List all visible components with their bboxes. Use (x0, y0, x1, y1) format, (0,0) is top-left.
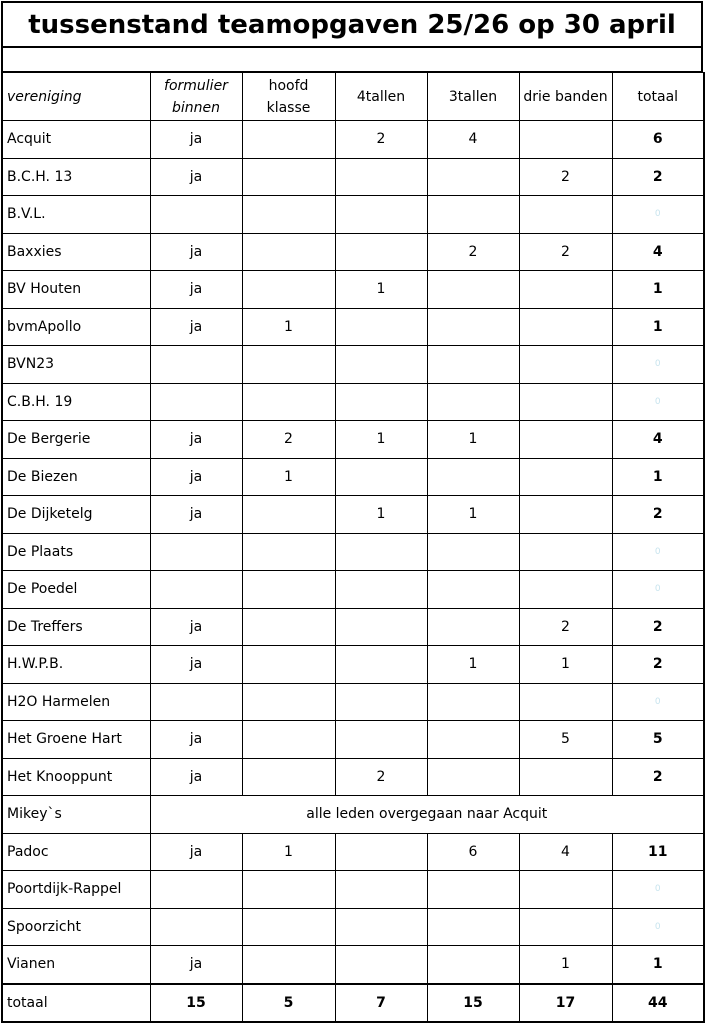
drie-tallen-cell: 6 (427, 833, 519, 871)
form-received-cell: ja (150, 646, 242, 684)
form-received-cell: ja (150, 158, 242, 196)
vier-tallen-cell (335, 833, 427, 871)
club-name: Mikey`s (2, 796, 150, 834)
table-row (2, 758, 704, 796)
drie-banden-cell (519, 908, 612, 946)
drie-banden-cell: 2 (519, 233, 612, 271)
hoofdklasse-cell (242, 946, 335, 984)
form-received-cell (150, 683, 242, 721)
table-row (2, 571, 704, 609)
row-total-cell: 0 (612, 571, 704, 609)
row-total-cell: 1 (612, 308, 704, 346)
drie-tallen-cell (427, 683, 519, 721)
spreadsheet (1, 1, 703, 1021)
drie-tallen-cell (427, 908, 519, 946)
sum-hoofdklasse: 5 (242, 984, 335, 1022)
form-received-cell (150, 571, 242, 609)
form-received-cell (150, 196, 242, 234)
club-name: H.W.P.B. (2, 646, 150, 684)
table-row (2, 458, 704, 496)
row-total-cell: 0 (612, 383, 704, 421)
drie-banden-cell (519, 196, 612, 234)
drie-banden-cell (519, 383, 612, 421)
vier-tallen-cell: 2 (335, 758, 427, 796)
row-note: alle leden overgegaan naar Acquit (150, 796, 704, 834)
hoofdklasse-cell (242, 196, 335, 234)
table-row (2, 383, 704, 421)
sum-row (2, 984, 704, 1022)
standings-table (1, 72, 705, 1023)
table-row (2, 196, 704, 234)
table-row (2, 871, 704, 909)
drie-banden-cell (519, 571, 612, 609)
row-total-cell: 2 (612, 646, 704, 684)
table-row (2, 833, 704, 871)
club-name: De Treffers (2, 608, 150, 646)
drie-banden-cell: 2 (519, 608, 612, 646)
club-name: bvmApollo (2, 308, 150, 346)
vier-tallen-cell (335, 196, 427, 234)
table-row (2, 608, 704, 646)
form-received-cell: ja (150, 758, 242, 796)
table-row (2, 646, 704, 684)
form-received-cell: ja (150, 608, 242, 646)
header-formulier-binnen (150, 73, 242, 121)
drie-tallen-cell (427, 533, 519, 571)
row-total-cell: 0 (612, 196, 704, 234)
drie-banden-cell (519, 683, 612, 721)
vier-tallen-cell (335, 571, 427, 609)
drie-banden-cell (519, 271, 612, 309)
drie-tallen-cell (427, 308, 519, 346)
drie-tallen-cell (427, 383, 519, 421)
table-row (2, 721, 704, 759)
club-name: Het Groene Hart (2, 721, 150, 759)
row-total-cell: 1 (612, 271, 704, 309)
vier-tallen-cell: 1 (335, 421, 427, 459)
header-totaal: totaal (612, 73, 704, 121)
drie-banden-cell (519, 421, 612, 459)
sum-drie-banden: 17 (519, 984, 612, 1022)
header-hoofd-line1: hoofd (268, 77, 309, 94)
hoofdklasse-cell: 1 (242, 458, 335, 496)
form-received-cell (150, 346, 242, 384)
empty-row (1, 48, 703, 72)
row-total-cell: 0 (612, 871, 704, 909)
drie-banden-cell: 2 (519, 158, 612, 196)
drie-tallen-cell (427, 196, 519, 234)
form-received-cell (150, 908, 242, 946)
drie-tallen-cell (427, 946, 519, 984)
row-total-cell: 2 (612, 158, 704, 196)
table-row (2, 908, 704, 946)
table-row (2, 796, 704, 834)
row-total-cell: 11 (612, 833, 704, 871)
club-name: H2O Harmelen (2, 683, 150, 721)
club-name: Vianen (2, 946, 150, 984)
drie-banden-cell (519, 533, 612, 571)
form-received-cell: ja (150, 233, 242, 271)
hoofdklasse-cell (242, 721, 335, 759)
drie-tallen-cell (427, 458, 519, 496)
row-total-cell: 2 (612, 496, 704, 534)
vier-tallen-cell (335, 646, 427, 684)
form-received-cell: ja (150, 458, 242, 496)
vier-tallen-cell (335, 346, 427, 384)
row-total-cell: 1 (612, 946, 704, 984)
header-row (2, 73, 704, 121)
row-total-cell: 6 (612, 121, 704, 159)
sheet-title: tussenstand teamopgaven 25/26 op 30 april (1, 1, 703, 48)
hoofdklasse-cell (242, 383, 335, 421)
club-name: De Biezen (2, 458, 150, 496)
drie-tallen-cell (427, 721, 519, 759)
form-received-cell: ja (150, 946, 242, 984)
header-3tallen: 3tallen (427, 73, 519, 121)
form-received-cell: ja (150, 308, 242, 346)
vier-tallen-cell (335, 308, 427, 346)
drie-banden-cell (519, 458, 612, 496)
row-total-cell: 4 (612, 233, 704, 271)
club-name: Padoc (2, 833, 150, 871)
row-total-cell: 0 (612, 346, 704, 384)
drie-tallen-cell: 1 (427, 421, 519, 459)
vier-tallen-cell (335, 233, 427, 271)
header-4tallen: 4tallen (335, 73, 427, 121)
table-row (2, 533, 704, 571)
table-row (2, 308, 704, 346)
header-hoofdklasse (242, 73, 335, 121)
club-name: De Bergerie (2, 421, 150, 459)
sum-totaal: 44 (612, 984, 704, 1022)
vier-tallen-cell (335, 871, 427, 909)
club-name: De Poedel (2, 571, 150, 609)
club-name: B.V.L. (2, 196, 150, 234)
club-name: Baxxies (2, 233, 150, 271)
drie-banden-cell (519, 346, 612, 384)
row-total-cell: 0 (612, 683, 704, 721)
club-name: B.C.H. 13 (2, 158, 150, 196)
table-row (2, 421, 704, 459)
hoofdklasse-cell (242, 571, 335, 609)
drie-banden-cell: 1 (519, 946, 612, 984)
hoofdklasse-cell (242, 608, 335, 646)
club-name: Het Knooppunt (2, 758, 150, 796)
form-received-cell: ja (150, 496, 242, 534)
hoofdklasse-cell (242, 758, 335, 796)
table-row (2, 683, 704, 721)
drie-tallen-cell: 2 (427, 233, 519, 271)
table-row (2, 346, 704, 384)
club-name: De Dijketelg (2, 496, 150, 534)
hoofdklasse-cell (242, 533, 335, 571)
drie-tallen-cell: 1 (427, 496, 519, 534)
vier-tallen-cell (335, 908, 427, 946)
hoofdklasse-cell (242, 871, 335, 909)
drie-tallen-cell (427, 571, 519, 609)
drie-tallen-cell (427, 758, 519, 796)
table-row (2, 946, 704, 984)
club-name: BV Houten (2, 271, 150, 309)
vier-tallen-cell (335, 683, 427, 721)
table-row (2, 158, 704, 196)
drie-banden-cell (519, 871, 612, 909)
form-received-cell: ja (150, 833, 242, 871)
hoofdklasse-cell (242, 233, 335, 271)
row-total-cell: 1 (612, 458, 704, 496)
club-name: C.B.H. 19 (2, 383, 150, 421)
row-total-cell: 5 (612, 721, 704, 759)
vier-tallen-cell (335, 946, 427, 984)
header-vereniging: vereniging (2, 73, 150, 121)
sum-label: totaal (2, 984, 150, 1022)
vier-tallen-cell (335, 383, 427, 421)
sum-form: 15 (150, 984, 242, 1022)
table-row (2, 233, 704, 271)
vier-tallen-cell (335, 458, 427, 496)
drie-banden-cell (519, 121, 612, 159)
hoofdklasse-cell (242, 346, 335, 384)
hoofdklasse-cell (242, 121, 335, 159)
club-name: Acquit (2, 121, 150, 159)
header-drie-banden: drie banden (519, 73, 612, 121)
drie-banden-cell (519, 758, 612, 796)
sum-4tallen: 7 (335, 984, 427, 1022)
table-row (2, 271, 704, 309)
vier-tallen-cell: 1 (335, 271, 427, 309)
row-total-cell: 0 (612, 908, 704, 946)
form-received-cell (150, 871, 242, 909)
club-name: BVN23 (2, 346, 150, 384)
header-formulier-line2: binnen (171, 99, 220, 116)
form-received-cell: ja (150, 121, 242, 159)
vier-tallen-cell: 2 (335, 121, 427, 159)
drie-banden-cell (519, 308, 612, 346)
drie-tallen-cell: 4 (427, 121, 519, 159)
header-formulier-line1: formulier (164, 77, 228, 94)
table-row (2, 496, 704, 534)
hoofdklasse-cell (242, 908, 335, 946)
form-received-cell: ja (150, 721, 242, 759)
row-total-cell: 4 (612, 421, 704, 459)
hoofdklasse-cell: 2 (242, 421, 335, 459)
row-total-cell: 2 (612, 608, 704, 646)
hoofdklasse-cell: 1 (242, 308, 335, 346)
hoofdklasse-cell (242, 158, 335, 196)
drie-tallen-cell (427, 158, 519, 196)
drie-tallen-cell (427, 271, 519, 309)
form-received-cell: ja (150, 271, 242, 309)
header-hoofd-line2: klasse (266, 99, 311, 116)
club-name: Poortdijk-Rappel (2, 871, 150, 909)
row-total-cell: 0 (612, 533, 704, 571)
form-received-cell (150, 383, 242, 421)
drie-tallen-cell (427, 608, 519, 646)
vier-tallen-cell (335, 721, 427, 759)
table-row (2, 121, 704, 159)
vier-tallen-cell (335, 158, 427, 196)
row-total-cell: 2 (612, 758, 704, 796)
hoofdklasse-cell (242, 683, 335, 721)
drie-banden-cell: 5 (519, 721, 612, 759)
hoofdklasse-cell (242, 496, 335, 534)
vier-tallen-cell (335, 608, 427, 646)
sum-3tallen: 15 (427, 984, 519, 1022)
form-received-cell: ja (150, 421, 242, 459)
hoofdklasse-cell (242, 271, 335, 309)
drie-banden-cell: 1 (519, 646, 612, 684)
hoofdklasse-cell (242, 646, 335, 684)
drie-tallen-cell (427, 871, 519, 909)
vier-tallen-cell (335, 533, 427, 571)
hoofdklasse-cell: 1 (242, 833, 335, 871)
vier-tallen-cell: 1 (335, 496, 427, 534)
drie-tallen-cell (427, 346, 519, 384)
club-name: Spoorzicht (2, 908, 150, 946)
drie-banden-cell (519, 496, 612, 534)
club-name: De Plaats (2, 533, 150, 571)
drie-tallen-cell: 1 (427, 646, 519, 684)
form-received-cell (150, 533, 242, 571)
drie-banden-cell: 4 (519, 833, 612, 871)
